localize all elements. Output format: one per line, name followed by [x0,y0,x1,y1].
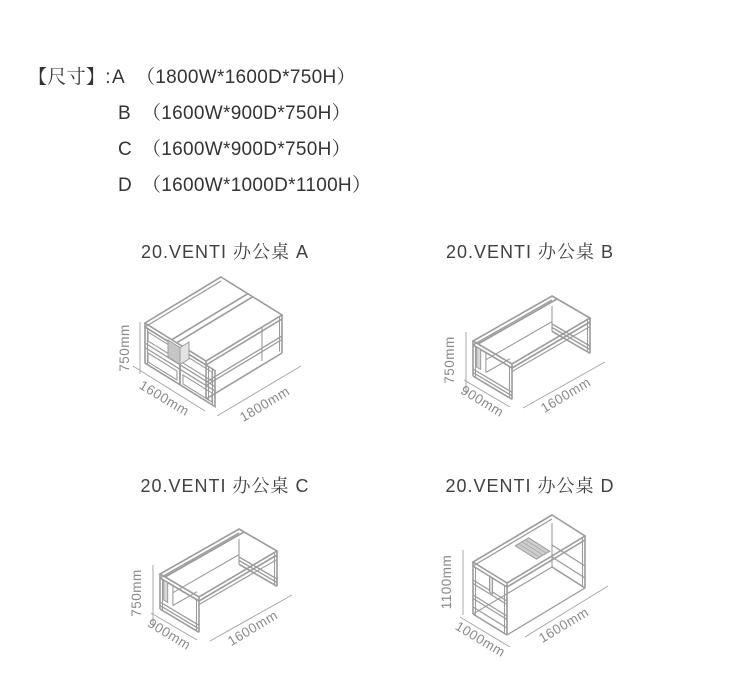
spec-dims: （1600W*900D*750H） [142,103,351,124]
desk-c-height-dim-label: 750mm [129,569,144,617]
desk-d-slot [490,576,493,594]
spec-dims: （1800W*1600D*750H） [136,67,356,88]
spec-letter: D [118,175,133,196]
figure-title-desk-b: 20.VENTI 办公桌 B [445,242,615,262]
desk-c-cabinet-slot [164,580,168,602]
spec-dims: （1600W*1000D*1100H） [142,175,372,196]
desk-b-height-dim-label: 750mm [442,336,457,384]
desk-d-depth-dim-label: 1000mm [452,618,508,660]
spec-line [28,96,371,132]
spec-letter: C [118,139,133,160]
spec-label: 【尺寸】: [28,67,111,88]
desk-c-isometric-drawing [107,495,357,680]
spec-dims: （1600W*900D*750H） [142,139,351,160]
spec-letter: A [112,67,125,88]
desk-c-width-dim-label: 1600mm [225,607,281,649]
desk-b-isometric-drawing [420,262,670,447]
dimension-spec-block [28,60,371,204]
desk-b-cabinet-slot [477,347,481,369]
spec-line [28,132,371,168]
desk-d-isometric-drawing [420,495,660,670]
desk-a-isometric-drawing [115,268,335,438]
desk-a-height-dim-label: 750mm [117,324,132,372]
desk-c-depth-dim-label: 900mm [145,615,194,653]
desk-d-width-dim-label: 1600mm [536,604,592,646]
figure-title-desk-a: 20.VENTI 办公桌 A [140,242,310,262]
spec-line [28,168,371,204]
desk-a-width-dim-label: 1800mm [237,383,293,425]
spec-letter: B [118,103,131,124]
desk-c-top [160,529,277,597]
spec-line [28,60,371,96]
desk-d-height-dim-label: 1100mm [439,554,454,610]
figure-title-desk-d: 20.VENTI 办公桌 D [445,476,615,496]
figure-title-desk-c: 20.VENTI 办公桌 C [140,476,310,496]
desk-b-width-dim-label: 1600mm [538,374,594,416]
desk-b-top [473,296,590,364]
desk-a-depth-dim-label: 1600mm [136,377,192,419]
desk-b-depth-dim-label: 900mm [458,382,507,420]
